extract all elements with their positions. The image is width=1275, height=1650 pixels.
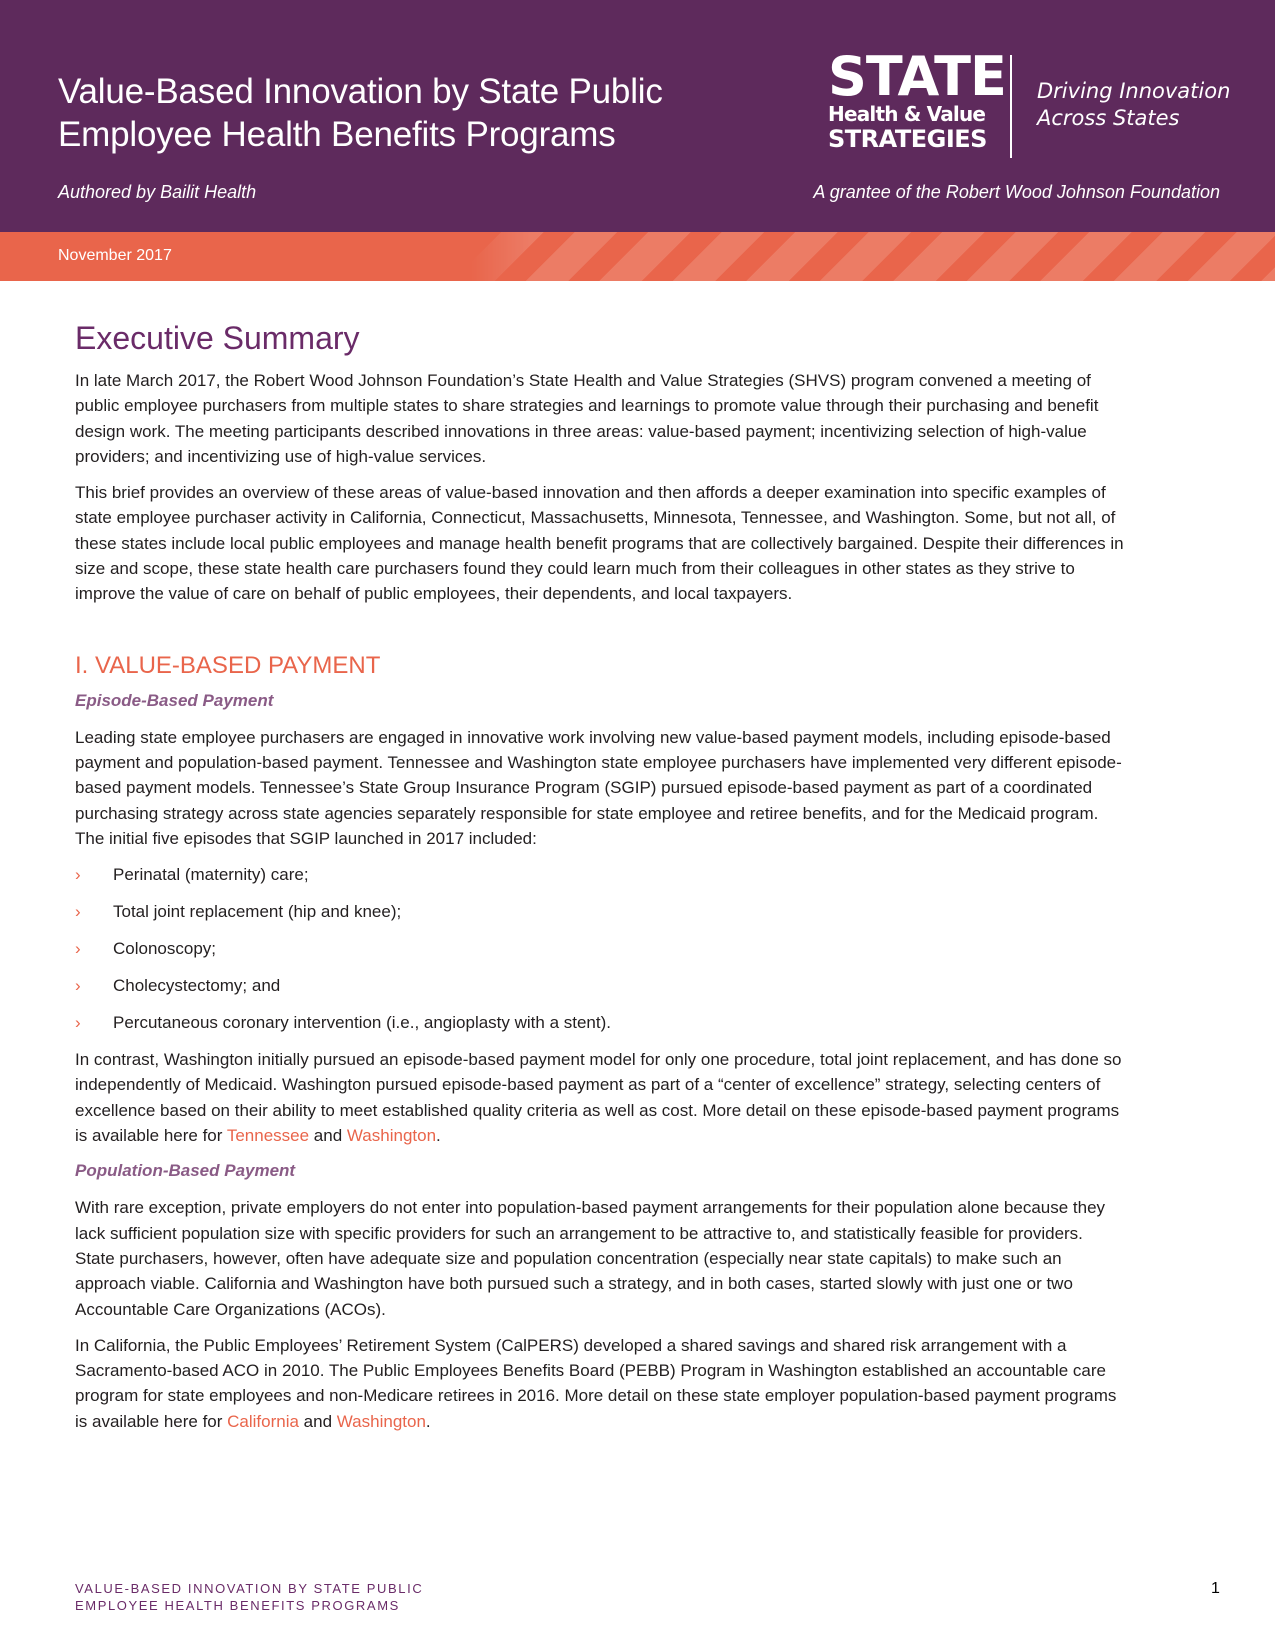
grantee-line: A grantee of the Robert Wood Johnson Foundation: [813, 182, 1220, 202]
main-content: [75, 318, 1125, 1445]
exec-summary-paragraph-1: In late March 2017, the Robert Wood Johnson Foundation’s State Health and Value Strategies (SHVS) program convened a meeting of public employee purchasers from multiple states to share strategies and learnings to promote value through their purchasing and benefit design work. The meeting participants described innovations in three areas: value-based payment; incentivizing selection of high-value providers; and incentivizing use of high-value services.: [75, 371, 1099, 466]
title-line-1: Value-Based Innovation by State Public: [58, 72, 663, 111]
list-item: › Perinatal (maternity) care;: [75, 862, 1125, 887]
california-link[interactable]: California: [227, 1411, 299, 1431]
tagline: [1037, 78, 1230, 132]
population-paragraph-1: With rare exception, private employers do not enter into population-based payment arrangements for their population alone because they lack sufficient population size with specific providers for such an arrangement to be attractive to, and statistically feasible for providers. State purchasers, however, often have adequate size and population concentration (especially near state capitals) to make such an approach viable. California and Washington have both pursued such a strategy, and in both cases, started slowly with just one or two Accountable Care Organizations (ACOs).: [75, 1198, 1106, 1319]
header-banner: [0, 0, 1275, 232]
section-heading-value-based-payment: I. VALUE-BASED PAYMENT: [75, 651, 381, 679]
document-title: [58, 70, 663, 156]
title-line-2: Employee Health Benefits Programs: [58, 115, 616, 154]
footer-line-2: EMPLOYEE HEALTH BENEFITS PROGRAMS: [75, 1598, 400, 1613]
tennessee-link[interactable]: Tennessee: [226, 1126, 310, 1146]
page-number: 1: [1211, 1580, 1220, 1597]
chevron-right-icon: ›: [75, 1013, 81, 1033]
washington-episode-link[interactable]: Washington: [346, 1126, 437, 1146]
population-paragraph-2: In California, the Public Employees’ Retirement System (CalPERS) developed a shared savings and shared risk arrangement with a Sacramento-based ACO in 2010. The Public Employees Benefits Board (PEBB) Program in Washington established an accountable care program for state employees and non-Medicare retirees in 2016. More detail on these state employer population-based payment programs is available here for California and Washington.: [75, 1335, 1117, 1431]
list-item: › Total joint replacement (hip and knee);: [75, 899, 1125, 924]
date-band: [0, 232, 1275, 281]
author-line: Authored by Bailit Health: [58, 182, 257, 202]
shvs-logo: [828, 45, 1006, 153]
stripe-pattern: [470, 232, 1275, 281]
episode-list: [75, 862, 1125, 1035]
tagline-line-1: Driving Innovation: [1037, 79, 1231, 103]
episode-paragraph-2: In contrast, Washington initially pursued an episode-based payment model for only one procedure, total joint replacement, and has done so independently of Medicaid. Washington pursued episode-based payment as part of a “center of excellence” strategy, selecting centers of excellence based on their ability to meet established quality criteria as well as cost. More detail on these episode-based payment programs is available here for Tennessee and Washington.: [75, 1050, 1122, 1146]
list-item: › Cholecystectomy; and: [75, 973, 1125, 998]
list-item: › Colonoscopy;: [75, 936, 1125, 961]
running-footer: [75, 1580, 423, 1614]
list-item: › Percutaneous coronary intervention (i.e., angioplasty with a stent).: [75, 1010, 1125, 1035]
publication-date: November 2017: [58, 247, 172, 264]
chevron-right-icon: ›: [75, 976, 81, 996]
tagline-line-2: Across States: [1037, 106, 1180, 130]
chevron-right-icon: ›: [75, 865, 81, 885]
washington-population-link[interactable]: Washington: [336, 1411, 426, 1431]
subheading-episode-based-payment: Episode-Based Payment: [75, 690, 274, 710]
exec-summary-paragraph-2: This brief provides an overview of these areas of value-based innovation and then affords a deeper examination into specific examples of state employee purchaser activity in California, Connecticut, Massachusetts, Minnesota, Tennessee, and Washington. Some, but not all, of these states include local public employees and manage health benefit programs that are collectively bargained. Despite their differences in size and scope, these state health care purchasers found they could learn much from their colleagues in other states as they strive to improve the value of care on behalf of public employees, their dependents, and local taxpayers.: [75, 483, 1124, 604]
logo-line-3: STRATEGIES: [828, 125, 987, 153]
chevron-right-icon: ›: [75, 939, 81, 959]
footer-line-1: VALUE-BASED INNOVATION BY STATE PUBLIC: [75, 1581, 424, 1596]
episode-paragraph-1: Leading state employee purchasers are engaged in innovative work involving new value-based payment models, including episode-based payment and population-based payment. Tennessee and Washington state employee purchasers have implemented very different episode-based payment models. Tennessee’s State Group Insurance Program (SGIP) pursued episode-based payment as part of a coordinated purchasing strategy across state agencies separately responsible for state employee and retiree benefits, and for the Medicaid program. The initial five episodes that SGIP launched in 2017 included:: [75, 727, 1122, 848]
logo-line-2: Health & Value: [828, 102, 986, 126]
subheading-population-based-payment: Population-Based Payment: [75, 1161, 296, 1181]
chevron-right-icon: ›: [75, 902, 81, 922]
executive-summary-heading: Executive Summary: [75, 320, 360, 356]
logo-line-1: STATE: [828, 45, 1006, 108]
logo-divider: [1010, 55, 1012, 158]
